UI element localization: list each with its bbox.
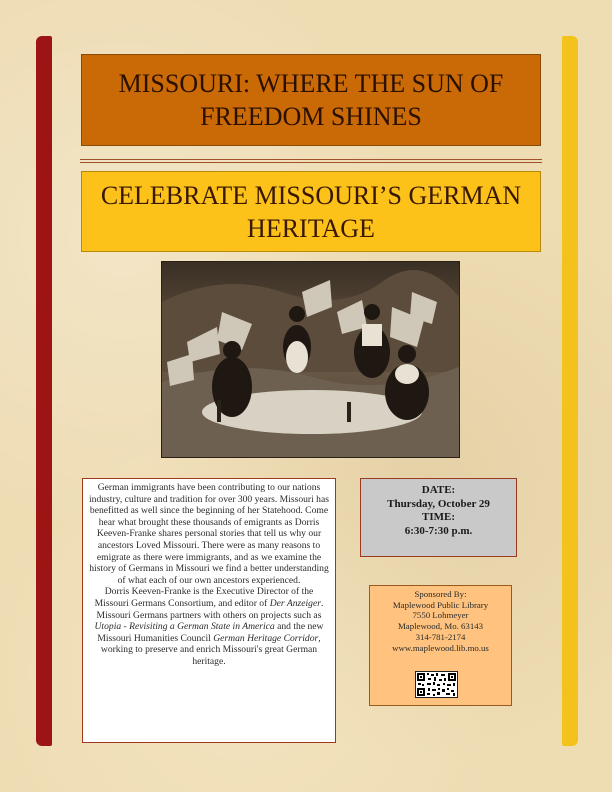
left-red-stripe xyxy=(36,36,52,746)
sponsor-street: 7550 Lohmeyer xyxy=(412,610,469,621)
sponsor-city: Maplewood, Mo. 63143 xyxy=(397,621,484,632)
page-subtitle: CELEBRATE MISSOURI’S GERMAN HERITAGE xyxy=(100,180,522,243)
time-value: 6:30-7:30 p.m. xyxy=(404,524,473,537)
sponsor-phone: 314-781-2174 xyxy=(415,631,466,642)
description-paragraph-2: Dorris Keeven-Franke is the Executive Director of the Missouri Germans Consortium, and editor of Der Anzeiger. Missouri Germans partners with others on projects such as Utopia - Revisiting a German State in America and the new Missouri Humanities Council German Heritage Corridor, working to preserve and enrich Missouri's great German heritage. xyxy=(94,586,324,667)
right-yellow-stripe xyxy=(562,36,578,746)
sponsor-label: Sponsored By: xyxy=(414,589,467,599)
description-box xyxy=(82,478,336,743)
date-value: Thursday, October 29 xyxy=(387,497,490,510)
date-label: DATE: xyxy=(421,484,456,496)
vintage-picnic-photo xyxy=(161,261,460,458)
sponsor-url: www.maplewood.lib.mo.us xyxy=(392,642,489,653)
time-label: TIME: xyxy=(422,511,455,523)
description-paragraph-1: German immigrants have been contributing to our nations industry, culture and tradition for over 300 years. Missouri has benefitted as well since the beginning of her Statehood. Come hear what brought these thousands of emigrants as Dorris Keeven-Franke shares personal stories that tell us why our ancestors Loved Missouri. There were as many reasons to emigrate as there were immigrants, and as we examine the history of Germans in Missouri we find a better understanding of what each of our own ancestors experienced. xyxy=(89,482,329,586)
page-title: MISSOURI: WHERE THE SUN OF FREEDOM SHINES xyxy=(118,69,504,131)
subtitle-banner xyxy=(81,171,541,252)
title-banner xyxy=(81,54,541,146)
date-time-box xyxy=(360,478,517,557)
divider-line xyxy=(80,159,542,163)
sponsor-box xyxy=(369,585,512,706)
sponsor-name: Maplewood Public Library xyxy=(392,599,489,610)
qr-code-icon xyxy=(415,671,458,698)
